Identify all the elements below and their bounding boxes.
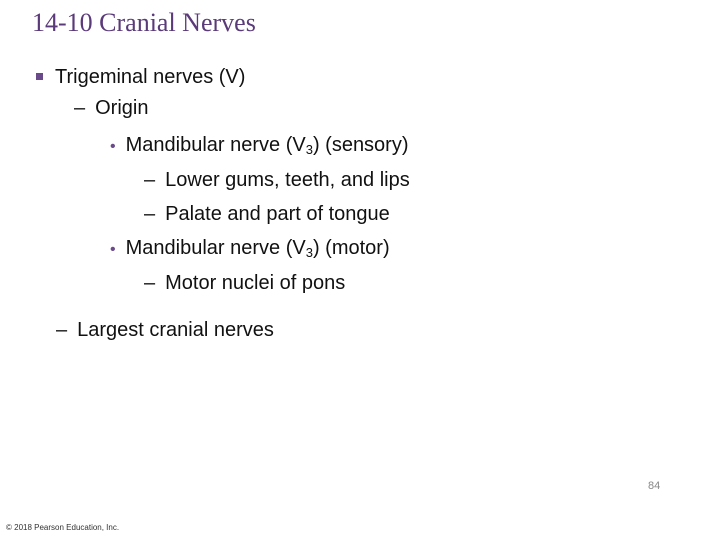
dash-marker: – (56, 319, 68, 341)
bullet-trigeminal-nerves (36, 66, 245, 89)
bullet-text-pre: Mandibular nerve (V (125, 134, 306, 156)
bullet-text: Palate and part of tongue (165, 203, 390, 225)
bullet-text: Motor nuclei of pons (165, 272, 346, 294)
bullet-motor-nuclei (144, 272, 345, 295)
bullet-text-pre: Mandibular nerve (V (125, 237, 306, 259)
dash-marker: – (74, 97, 86, 119)
page-number: 84 (648, 480, 661, 492)
bullet-mandibular-motor (110, 237, 390, 260)
dash-marker: – (144, 169, 156, 191)
bullet-text: Trigeminal nerves (V) (55, 66, 246, 88)
square-bullet-icon (36, 73, 43, 80)
bullet-text: Largest cranial nerves (77, 319, 274, 341)
bullet-largest-cranial-nerves (56, 319, 274, 342)
bullet-palate (144, 203, 390, 226)
dash-marker: – (144, 272, 156, 294)
bullet-text-post: ) (sensory) (312, 134, 409, 156)
subscript: 3 (305, 142, 313, 157)
bullet-text-post: ) (motor) (312, 237, 390, 259)
bullet-lower-gums (144, 169, 410, 192)
bullet-mandibular-sensory (110, 134, 409, 157)
bullet-origin (74, 97, 148, 120)
dot-marker: • (110, 241, 116, 258)
dash-marker: – (144, 203, 156, 225)
subscript: 3 (305, 245, 313, 260)
copyright-notice: © 2018 Pearson Education, Inc. (6, 523, 120, 532)
bullet-text: Lower gums, teeth, and lips (165, 169, 410, 191)
dot-marker: • (110, 138, 116, 155)
bullet-text: Origin (95, 97, 149, 119)
slide-title: 14-10 Cranial Nerves (32, 8, 256, 37)
